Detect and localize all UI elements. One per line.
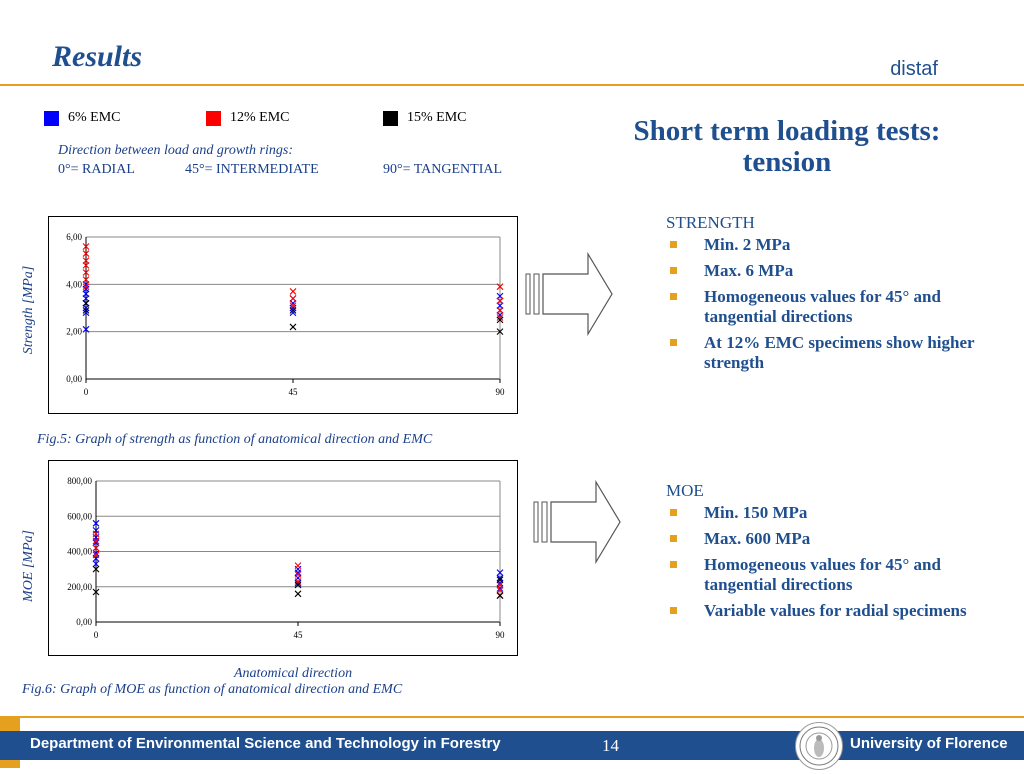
y-tick-label: 0,00: [66, 374, 82, 384]
legend-item-15pct: [383, 110, 467, 126]
bullet-icon: [670, 535, 677, 542]
x-tick-label: 0: [83, 387, 89, 397]
legend-item-12pct: [206, 110, 290, 126]
list-item: [666, 261, 996, 281]
list-item: [666, 287, 996, 327]
legend-swatch-red: [206, 111, 221, 126]
arrow-right-icon: [532, 478, 624, 566]
strength-chart-frame: [48, 216, 518, 414]
y-tick-label: 0,00: [76, 617, 92, 627]
bullet-icon: [670, 241, 677, 248]
y-tick-label: 600,00: [67, 511, 92, 522]
strength-panel-title: STRENGTH: [666, 213, 755, 232]
y-tick-label: 4,00: [66, 279, 82, 290]
bullet-icon: [670, 339, 677, 346]
list-item: [666, 529, 996, 549]
y-tick-label: 2,00: [66, 326, 82, 337]
bullet-text: Homogeneous values for 45° and tangential directions: [704, 555, 941, 594]
data-point: [290, 324, 296, 330]
x-axis-label: Anatomical direction: [234, 666, 353, 681]
x-tick-label: 0: [93, 630, 99, 640]
moe-panel: [666, 481, 996, 627]
y-tick-label: 200,00: [67, 581, 92, 592]
bullet-text: Variable values for radial specimens: [704, 601, 967, 620]
page-title: Results: [52, 40, 143, 73]
brand-logo-text: distaf: [890, 58, 938, 80]
strength-panel: [666, 213, 996, 379]
footer-divider: [20, 716, 1024, 718]
bullet-text: Max. 600 MPa: [704, 529, 811, 548]
moe-panel-title: MOE: [666, 481, 704, 500]
bullet-text: Max. 6 MPa: [704, 261, 794, 280]
list-item: [666, 333, 996, 373]
list-item: [666, 601, 996, 621]
bullet-text: Min. 2 MPa: [704, 235, 791, 254]
fig5-caption: Fig.5: Graph of strength as function of anatomical direction and EMC: [37, 432, 433, 447]
bullet-icon: [670, 509, 677, 516]
strength-y-label: Strength [MPa]: [21, 265, 36, 355]
bullet-icon: [670, 607, 677, 614]
legend-swatch-blue: [44, 111, 59, 126]
x-tick-label: 45: [293, 630, 303, 640]
y-tick-label: 6,00: [66, 232, 82, 242]
y-tick-label: 400,00: [67, 546, 92, 557]
list-item: [666, 503, 996, 523]
direction-intermediate: 45°= INTERMEDIATE: [185, 162, 319, 177]
x-tick-label: 90: [495, 387, 505, 397]
moe-chart-frame: [48, 460, 518, 656]
data-point: [290, 296, 296, 302]
data-point: [295, 563, 301, 569]
legend-swatch-black: [383, 111, 398, 126]
y-tick-label: 800,00: [67, 476, 92, 486]
legend-label: 15% EMC: [407, 110, 467, 125]
x-tick-label: 45: [288, 387, 298, 397]
moe-y-label: MOE [MPa]: [21, 530, 36, 602]
bullet-icon: [670, 561, 677, 568]
bullet-text: Homogeneous values for 45° and tangential directions: [704, 287, 941, 326]
bullet-text: Min. 150 MPa: [704, 503, 808, 522]
list-item: [666, 555, 996, 595]
arrow-right-icon: [524, 250, 616, 338]
legend-item-6pct: [44, 110, 121, 126]
legend-label: 12% EMC: [230, 110, 290, 125]
moe-chart: [49, 461, 517, 655]
direction-tangential: 90°= TANGENTIAL: [383, 162, 503, 177]
footer-department: Department of Environmental Science and Technology in Forestry: [30, 735, 501, 752]
direction-note-title: Direction between load and growth rings:: [58, 143, 293, 158]
university-seal-icon: [795, 722, 843, 770]
header-divider: [0, 84, 1024, 86]
fig6-caption: Fig.6: Graph of MOE as function of anatomical direction and EMC: [22, 682, 403, 697]
strength-chart: [49, 217, 517, 413]
data-point: [295, 591, 301, 597]
bullet-text: At 12% EMC specimens show higher strength: [704, 333, 975, 372]
direction-radial: 0°= RADIAL: [58, 162, 135, 177]
bullet-icon: [670, 293, 677, 300]
section-heading: Short term loading tests: tension: [633, 115, 941, 178]
page-number: 14: [602, 736, 619, 755]
data-point: [290, 288, 296, 294]
legend-label: 6% EMC: [68, 110, 121, 125]
bullet-icon: [670, 267, 677, 274]
footer-university: University of Florence: [850, 735, 1008, 752]
x-tick-label: 90: [495, 630, 505, 640]
list-item: [666, 235, 996, 255]
